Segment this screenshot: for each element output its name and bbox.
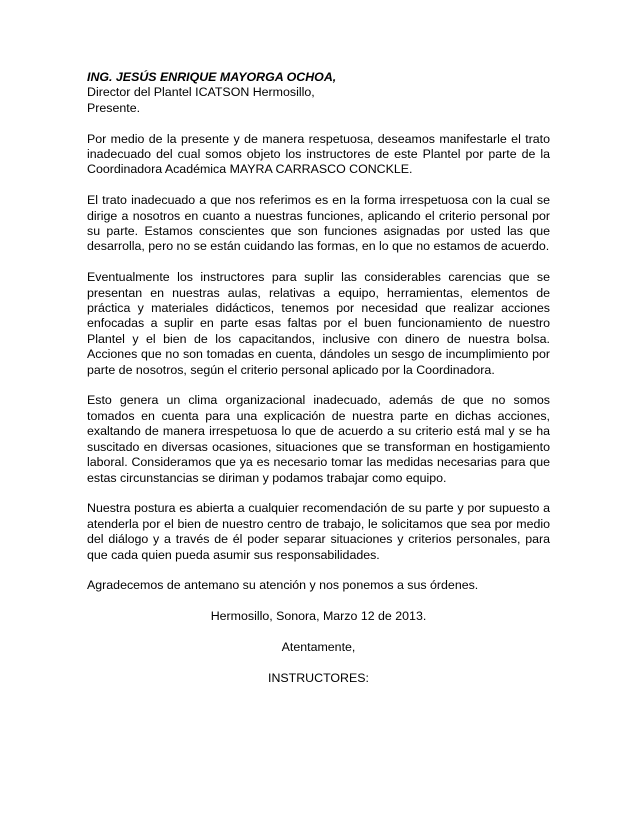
signatories: INSTRUCTORES: (268, 670, 369, 685)
farewell: Atentamente, (281, 639, 356, 654)
addressee-block (87, 70, 550, 116)
recipient-name: ING. JESÚS ENRIQUE MAYORGA OCHOA, (87, 70, 337, 84)
place-date: Hermosillo, Sonora, Marzo 12 de 2013. (210, 609, 427, 624)
recipient-salutation: Presente. (87, 100, 141, 115)
body-paragraph-1: Por medio de la presente y de manera respetuosa, deseamos manifestarle el trato inadecuado del cual somos objeto los instructores de este Plantel por parte de la Coordinadora Académica MAYRA CARRASCO CONCKLE. (87, 131, 550, 177)
closing-thanks: Agradecemos de antemano su atención y nos ponemos a sus órdenes. (87, 578, 479, 593)
recipient-title: Director del Plantel ICATSON Hermosillo, (87, 85, 315, 100)
body-paragraph-2: El trato inadecuado a que nos referimos es en la forma irrespetuosa con la cual se dirige a nosotros en cuanto a nuestras funciones, aplicando el criterio personal por su parte. Estamos conscientes que son funciones asignadas por usted las que desarrolla, pero no se están cuidando las formas, en lo que no estamos de acuerdo. (87, 193, 550, 254)
body-paragraph-5: Nuestra postura es abierta a cualquier recomendación de su parte y por supuesto a atenderla por el bien de nuestro centro de trabajo, le solicitamos que sea por medio del diálogo y a través de él poder separar situaciones y criterios personales, para que cada quien pueda asumir sus responsabilidades. (87, 501, 550, 562)
body-paragraph-3: Eventualmente los instructores para suplir las considerables carencias que se presentan en nuestras aulas, relativas a equipo, herramientas, elementos de práctica y materiales didácticos, tenemos por necesidad que realizar acciones enfocadas a suplir en parte esas faltas por el buen funcionamiento de nuestro Plantel y el bien de los capacitandos, inclusive con dinero de nuestra bolsa. Acciones que no son tomadas en cuenta, dándoles un sesgo de incumplimiento por parte de nosotros, según el criterio personal aplicado por la Coordinadora. (87, 270, 550, 377)
letter-page (87, 70, 550, 702)
body-paragraph-4: Esto genera un clima organizacional inadecuado, además de que no somos tomados en cuenta para una explicación de nuestra parte en dichas acciones, exaltando de manera irrespetuosa lo que de acuerdo a su criterio está mal y se ha suscitado en diversas ocasiones, situaciones que se transforman en hostigamiento laboral. Consideramos que ya es necesario tomar las medidas necesarias para que estas circunstancias se diriman y podamos trabajar como equipo. (87, 393, 550, 485)
